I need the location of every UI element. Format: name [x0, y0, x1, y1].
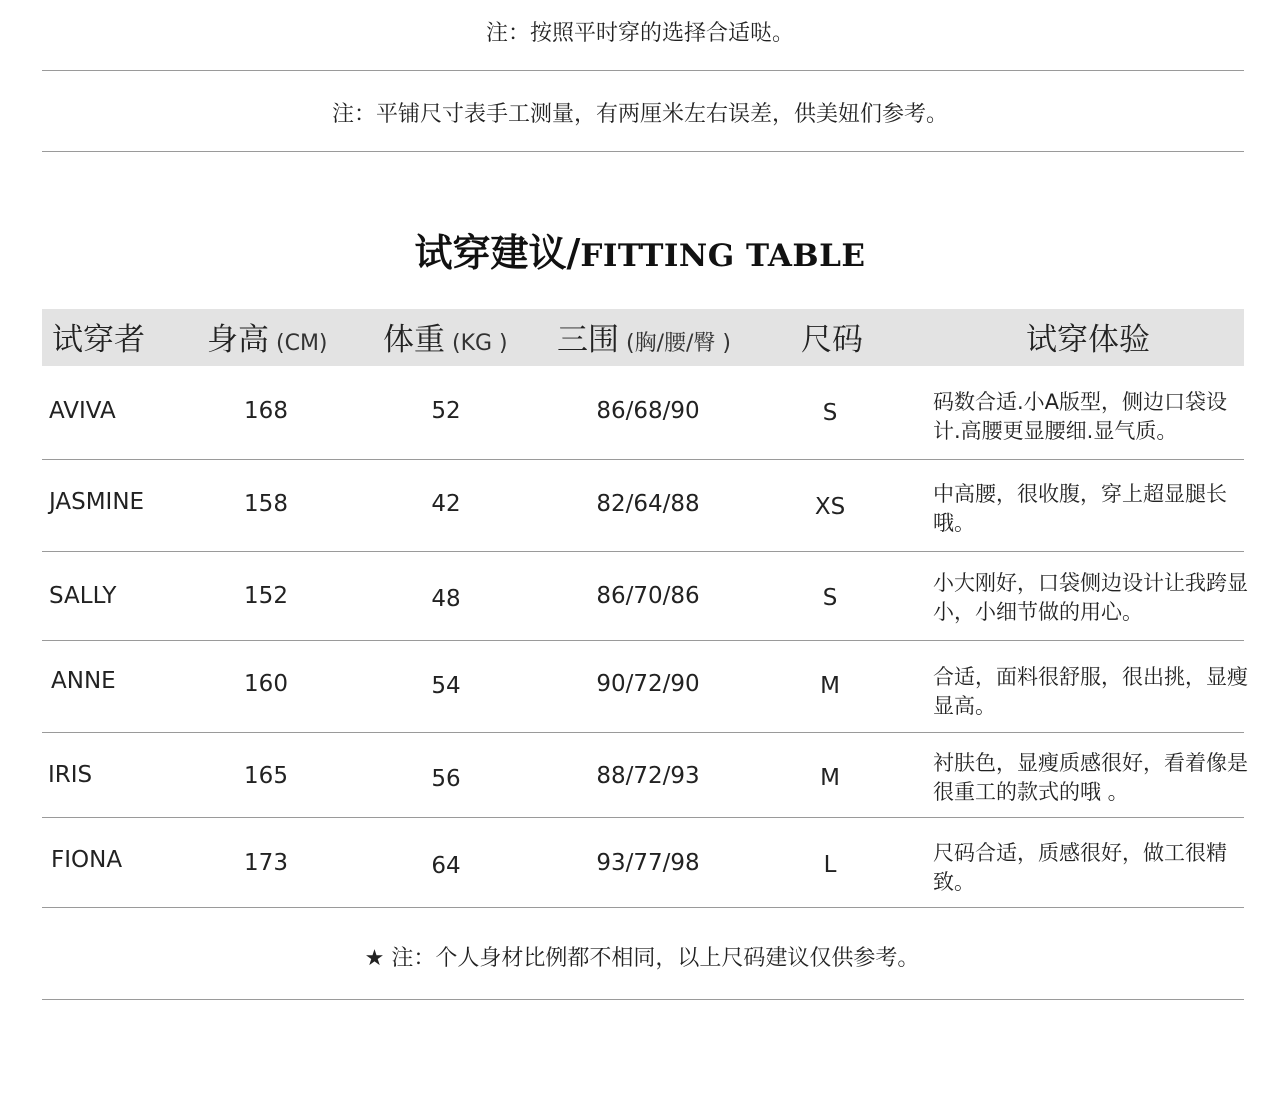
cell-height: 168 — [244, 398, 288, 424]
header-weight-label: 体重 — [383, 322, 445, 358]
cell-height: 160 — [244, 671, 288, 697]
cell-weight: 48 — [431, 586, 461, 612]
cell-height: 158 — [244, 491, 288, 517]
cell-height: 152 — [244, 583, 288, 609]
row-divider — [42, 459, 1244, 460]
header-weight — [383, 309, 508, 366]
cell-height: 165 — [244, 763, 288, 789]
cell-measurements: 82/64/88 — [596, 491, 700, 517]
title-en: FITTING TABLE — [580, 238, 866, 274]
cell-name: SALLY — [49, 583, 117, 609]
row-divider — [42, 551, 1244, 552]
header-measurements-label: 三围 — [557, 322, 619, 358]
row-divider — [42, 640, 1244, 641]
cell-height: 173 — [244, 850, 288, 876]
cell-size: M — [820, 765, 840, 791]
row-divider — [42, 732, 1244, 733]
cell-measurements: 90/72/90 — [596, 671, 700, 697]
divider — [42, 999, 1244, 1000]
header-size: 尺码 — [801, 322, 863, 358]
cell-name: IRIS — [48, 762, 93, 788]
note-measurement: 注：平铺尺寸表手工测量，有两厘米左右误差，供美妞们参考。 — [331, 102, 948, 127]
cell-weight: 54 — [431, 673, 461, 699]
header-experience: 试穿体验 — [1026, 322, 1150, 358]
cell-feedback: 小大刚好，口袋侧边设计让我跨显小，小细节做的用心。 — [933, 571, 1248, 624]
header-height — [207, 309, 328, 366]
cell-feedback: 尺码合适，质感很好，做工很精致。 — [933, 841, 1227, 894]
header-height-unit: (CM) — [269, 331, 328, 356]
cell-weight: 64 — [431, 853, 461, 879]
cell-size: S — [822, 400, 838, 426]
cell-feedback: 中高腰，很收腹，穿上超显腿长哦。 — [933, 482, 1227, 535]
cell-weight: 42 — [431, 491, 461, 517]
cell-name: AVIVA — [49, 398, 116, 424]
divider — [42, 70, 1244, 71]
note-top: 注：按照平时穿的选择合适哒。 — [485, 21, 794, 46]
cell-measurements: 86/68/90 — [596, 398, 700, 424]
cell-measurements: 93/77/98 — [596, 850, 700, 876]
cell-size: S — [822, 585, 838, 611]
cell-measurements: 88/72/93 — [596, 763, 700, 789]
section-title — [0, 222, 1280, 277]
row-divider — [42, 907, 1244, 908]
cell-name: ANNE — [51, 668, 116, 694]
note-footer: ★ 注：个人身材比例都不相同，以上尺码建议仅供参考。 — [364, 946, 920, 971]
cell-name: FIONA — [51, 847, 123, 873]
row-divider — [42, 817, 1244, 818]
header-measurements-unit: (胸/腰/臀 ) — [619, 331, 731, 356]
cell-feedback: 码数合适.小A版型，侧边口袋设计.高腰更显腰细.显气质。 — [933, 390, 1228, 443]
cell-feedback: 衬肤色，显瘦质感很好，看着像是很重工的款式的哦 。 — [933, 751, 1248, 804]
title-cn: 试穿建议/ — [414, 231, 581, 275]
divider — [42, 151, 1244, 152]
cell-feedback: 合适，面料很舒服，很出挑，显瘦显高。 — [933, 665, 1248, 718]
cell-size: XS — [814, 494, 846, 520]
cell-measurements: 86/70/86 — [596, 583, 700, 609]
cell-size: M — [820, 673, 840, 699]
header-height-label: 身高 — [207, 322, 269, 358]
cell-weight: 52 — [431, 398, 461, 424]
header-tester: 试穿者 — [52, 322, 145, 358]
header-weight-unit: (KG ) — [445, 331, 508, 356]
header-measurements — [557, 309, 731, 366]
cell-weight: 56 — [431, 766, 461, 792]
cell-size: L — [823, 852, 837, 878]
cell-name: JASMINE — [49, 489, 145, 515]
